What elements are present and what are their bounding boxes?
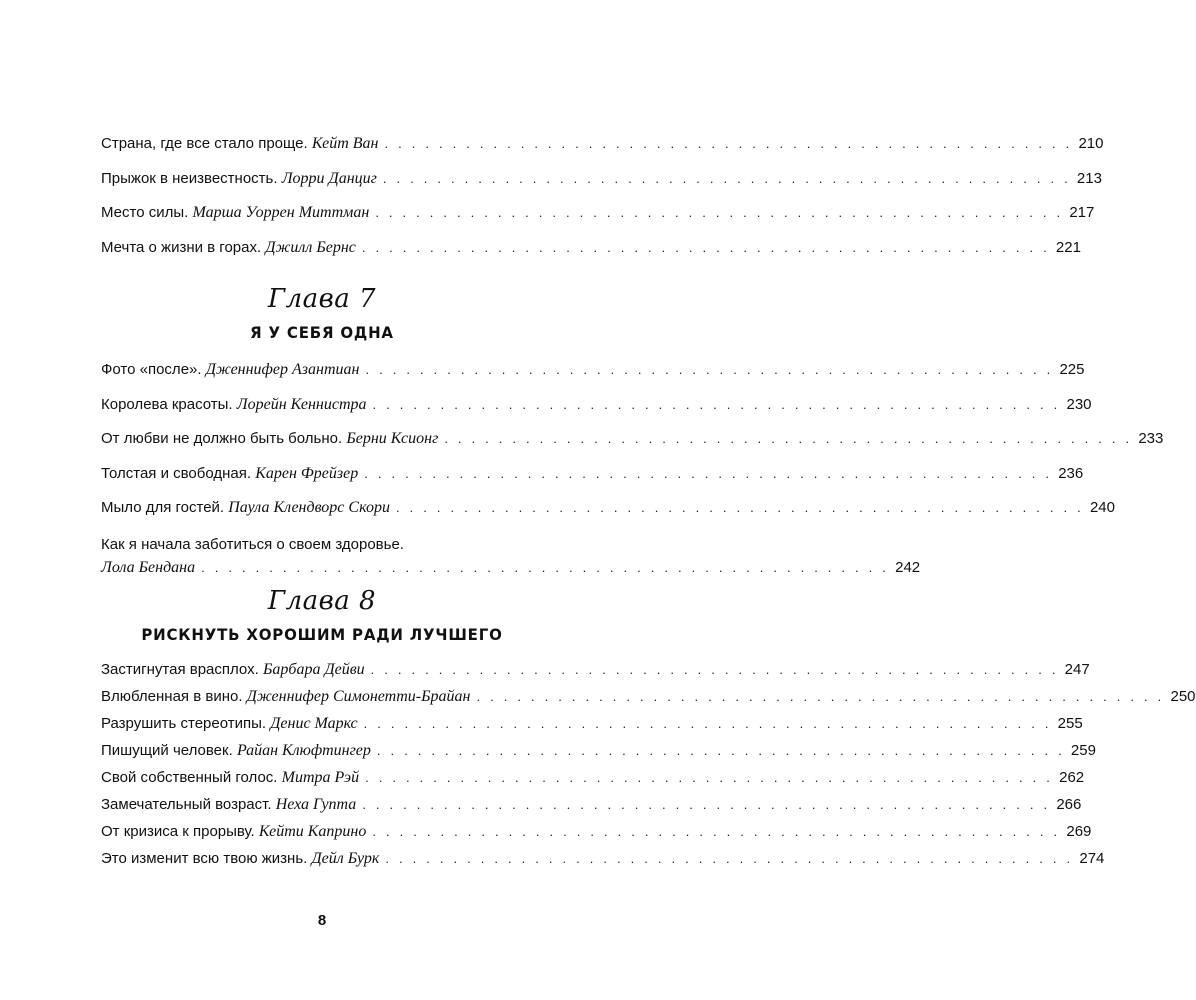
entry-title: Пишущий человек. (101, 742, 233, 759)
entry-title: Толстая и свободная. (101, 464, 252, 482)
entry-title: Свой собственный голос. (101, 769, 278, 786)
leader-dots: . . . . . . . . . . . . . . . . . . . . . . . . . . . . . . . . . . . . . . . . . . . . . . . . . . . (476, 689, 1165, 704)
leader-dots: . . . . . . . . . . . . . . . . . . . . . . . . . . . . . . . . . . . . . . . . . . . . . . . . . . . (362, 797, 1051, 812)
toc-entry (101, 464, 1084, 501)
entry-page-number: 240 (1089, 499, 1115, 516)
entry-title: Фото «после». (101, 361, 202, 378)
toc-entry (101, 361, 1085, 397)
toc-entry (101, 661, 1090, 689)
entry-page-number: 242 (895, 558, 921, 576)
toc-entry (101, 395, 1092, 432)
leader-dots: . . . . . . . . . . . . . . . . . . . . . . . . . . . . . . . . . . . . . . . . . . . . . . . . . . . (444, 431, 1133, 446)
toc-entry (101, 715, 1083, 743)
entry-title: Разрушить стереотипы. (101, 715, 267, 732)
entry-author: Барбара Дейви (262, 661, 365, 678)
toc-entry (101, 135, 1104, 171)
entry-page-number: 255 (1057, 715, 1083, 732)
entry-author: Денис Маркс (270, 715, 358, 732)
entry-page-number: 236 (1058, 464, 1084, 482)
entry-author: Карен Фрейзер (255, 464, 359, 482)
entry-author: Лорри Данциг (281, 169, 377, 187)
entry-author: Райан Клюфтингер (236, 742, 371, 759)
entry-page-number: 247 (1064, 661, 1090, 678)
entry-page-number: 213 (1076, 169, 1102, 187)
entry-title: Прыжок в неизвестность. (101, 169, 278, 187)
entry-page-number: 225 (1059, 361, 1085, 378)
entry-title: Как я начала заботиться о своем здоровье. (101, 535, 404, 553)
chapter-7-entries (101, 361, 1164, 590)
leader-dots: . . . . . . . . . . . . . . . . . . . . . . . . . . . . . . . . . . . . . . . . . . . . . . . . . . . (370, 662, 1059, 677)
entry-author: Лола Бендана (101, 558, 196, 576)
toc-entry (101, 769, 1085, 797)
entry-title: Замечательный возраст. (101, 796, 272, 813)
chapter-label: Глава 8 (267, 586, 377, 616)
entry-page-number: 266 (1056, 796, 1082, 813)
leader-dots: . . . . . . . . . . . . . . . . . . . . . . . . . . . . . . . . . . . . . . . . . . . . . . . . . . . (363, 716, 1052, 731)
toc-entry (101, 204, 1095, 240)
entry-title: Мыло для гостей. (101, 499, 225, 516)
entry-title: От любви не должно быть больно. (101, 430, 343, 447)
entry-page-number: 274 (1079, 850, 1105, 867)
leader-dots: . . . . . . . . . . . . . . . . . . . . . . . . . . . . . . . . . . . . . . . . . . . . . . . . . . . (361, 239, 1050, 255)
entry-title: Влюбленная в вино. (101, 688, 243, 705)
entry-page-number: 217 (1069, 204, 1095, 221)
leader-dots: . . . . . . . . . . . . . . . . . . . . . . . . . . . . . . . . . . . . . . . . . . . . . . . . . . . (364, 465, 1053, 481)
toc-entry (101, 688, 1196, 716)
entry-author: Кейт Ван (311, 135, 379, 152)
entry-author: Дженнифер Азантиан (205, 361, 360, 378)
toc-entry (101, 796, 1082, 824)
entry-page-number: 221 (1055, 238, 1081, 256)
entry-author: Кейти Каприно (258, 823, 367, 840)
entry-title: Мечта о жизни в горах. (101, 238, 262, 256)
entry-page-number: 250 (1170, 688, 1196, 705)
leader-dots: . . . . . . . . . . . . . . . . . . . . . . . . . . . . . . . . . . . . . . . . . . . . . . . . . . . (385, 851, 1074, 866)
chapter-label: Глава 7 (267, 284, 377, 314)
entry-author: Неха Гупта (275, 796, 357, 813)
chapter-title: Я У СЕБЯ ОДНА (250, 323, 394, 343)
entry-page-number: 230 (1066, 395, 1092, 413)
entry-author: Митра Рэй (281, 769, 360, 786)
chapter-8-entries (101, 661, 1196, 878)
leader-dots: . . . . . . . . . . . . . . . . . . . . . . . . . . . . . . . . . . . . . . . . . . . . . . . . . . . (372, 396, 1061, 412)
toc-entry (101, 430, 1164, 466)
entry-author: Джилл Бернс (265, 238, 356, 256)
entry-page-number: 233 (1138, 430, 1164, 447)
toc-entry (101, 742, 1096, 770)
chapter-title: РИСКНУТЬ ХОРОШИМ РАДИ ЛУЧШЕГО (141, 625, 503, 645)
leader-dots: . . . . . . . . . . . . . . . . . . . . . . . . . . . . . . . . . . . . . . . . . . . . . . . . . . . (365, 362, 1054, 377)
page-number: 8 (317, 912, 327, 929)
leader-dots: . . . . . . . . . . . . . . . . . . . . . . . . . . . . . . . . . . . . . . . . . . . . . . . . . . . (365, 770, 1054, 785)
toc-top-block (101, 135, 1104, 274)
entry-title: Это изменит всю твою жизнь. (101, 850, 308, 867)
entry-title: Страна, где все стало проще. (101, 135, 308, 152)
toc-entry (101, 238, 1081, 275)
leader-dots: . . . . . . . . . . . . . . . . . . . . . . . . . . . . . . . . . . . . . . . . . . . . . . . . . . . (201, 559, 890, 575)
entry-title: Королева красоты. (101, 395, 233, 413)
entry-author: Лорейн Кеннистра (236, 395, 367, 413)
chapter-7-heading (0, 284, 644, 342)
leader-dots: . . . . . . . . . . . . . . . . . . . . . . . . . . . . . . . . . . . . . . . . . . . . . . . . . . . (382, 170, 1071, 186)
chapter-8-heading (0, 586, 644, 644)
entry-author: Берни Ксионг (346, 430, 439, 447)
leader-dots: . . . . . . . . . . . . . . . . . . . . . . . . . . . . . . . . . . . . . . . . . . . . . . . . . . . (395, 500, 1084, 515)
entry-page-number: 269 (1066, 823, 1092, 840)
entry-author: Паула Клендворс Скори (228, 499, 390, 516)
entry-title: От кризиса к прорыву. (101, 823, 255, 840)
toc-entry (101, 499, 1115, 535)
leader-dots: . . . . . . . . . . . . . . . . . . . . . . . . . . . . . . . . . . . . . . . . . . . . . . . . . . . (372, 824, 1061, 839)
entry-page-number: 259 (1070, 742, 1096, 759)
entry-author: Дейл Бурк (311, 850, 380, 867)
leader-dots: . . . . . . . . . . . . . . . . . . . . . . . . . . . . . . . . . . . . . . . . . . . . . . . . . . . (375, 205, 1064, 220)
toc-entry (101, 823, 1092, 851)
leader-dots: . . . . . . . . . . . . . . . . . . . . . . . . . . . . . . . . . . . . . . . . . . . . . . . . . . . (376, 743, 1065, 758)
toc-entry (101, 850, 1105, 878)
entry-title: Место силы. (101, 204, 189, 221)
entry-author: Марша Уоррен Миттман (192, 204, 370, 221)
entry-author: Дженнифер Симонетти-Брайан (246, 688, 471, 705)
entry-page-number: 210 (1078, 135, 1104, 152)
entry-page-number: 262 (1059, 769, 1085, 786)
leader-dots: . . . . . . . . . . . . . . . . . . . . . . . . . . . . . . . . . . . . . . . . . . . . . . . . . . . (384, 136, 1073, 151)
toc-entry-multiline (101, 535, 921, 590)
toc-entry (101, 169, 1102, 206)
entry-title: Застигнутая врасплох. (101, 661, 259, 678)
